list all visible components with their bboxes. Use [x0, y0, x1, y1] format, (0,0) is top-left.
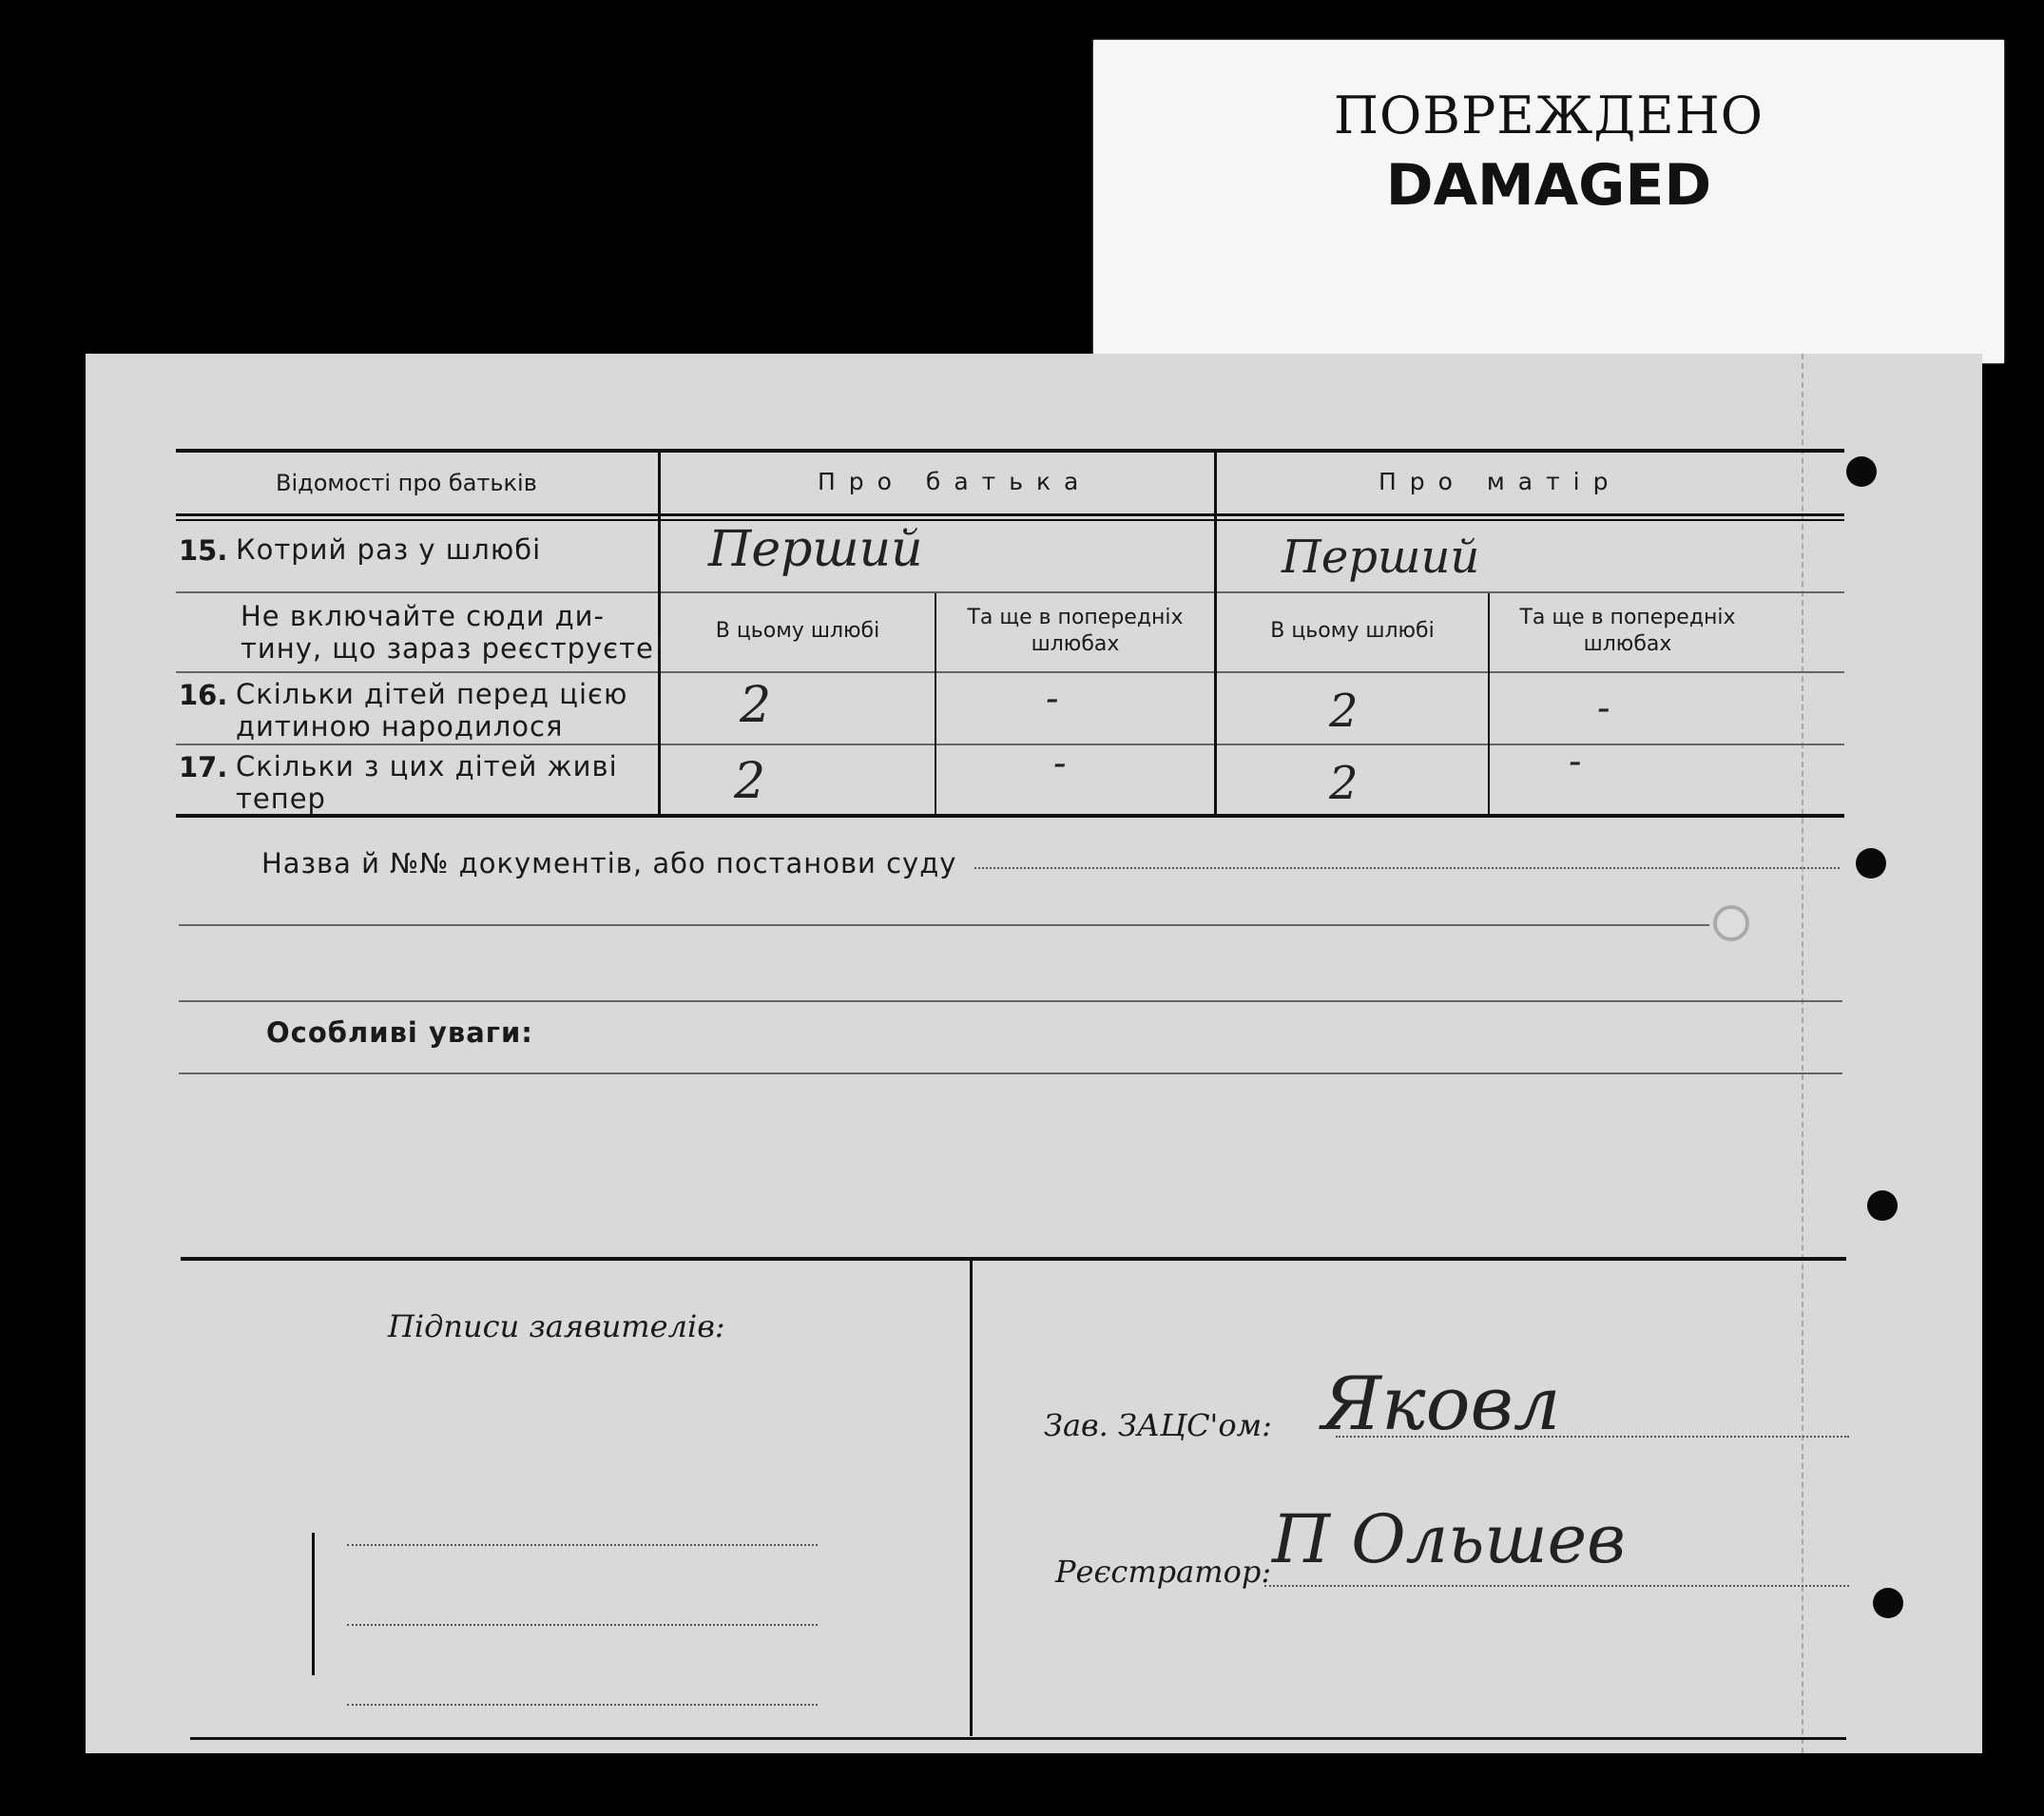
- applicant-signature-line: [347, 1544, 818, 1546]
- sub-mother-this-marriage: В цьому шлюбі: [1270, 619, 1435, 643]
- row16-number: 16.: [179, 679, 228, 711]
- row16-line1: Скільки дітей перед цією: [236, 678, 628, 710]
- row17-mother-prev: -: [1569, 740, 1582, 783]
- registrar-signature-line: [1264, 1585, 1849, 1587]
- table-bottom-rule: [176, 814, 1844, 818]
- sub-father-prev-l1: Та ще в попередніх: [967, 606, 1184, 629]
- binding-hole-icon: [1846, 456, 1877, 487]
- documents-line: [179, 1000, 1842, 1002]
- punch-ring-icon: [1713, 905, 1749, 941]
- row15-label: Котрий раз у шлюбі: [236, 533, 542, 566]
- applicant-signature-line: [347, 1624, 818, 1626]
- head-zags-signature: Яковл: [1321, 1362, 1561, 1447]
- stamp-en-text: DAMAGED: [1385, 152, 1712, 219]
- row15-rule: [176, 591, 1844, 593]
- note-line2: тину, що зараз реєструєте!: [241, 632, 666, 665]
- bottom-rule: [190, 1737, 1846, 1740]
- binding-hole-icon: [1873, 1588, 1903, 1618]
- row16-line2: дитиною народилося: [236, 710, 564, 743]
- row17-line2: тепер: [236, 782, 326, 815]
- sub-father-this-marriage: В цьому шлюбі: [715, 619, 880, 643]
- applicants-bracket: [312, 1533, 315, 1675]
- header-father: Про батька: [818, 468, 1092, 495]
- row15-father-value: Перший: [708, 521, 923, 578]
- signature-section-rule: [181, 1257, 1846, 1261]
- head-signature-line: [1336, 1436, 1849, 1438]
- header-mother: Про матір: [1379, 468, 1622, 495]
- binding-hole-icon: [1856, 848, 1886, 879]
- head-zags-label: Зав. ЗАЦС'ом:: [1044, 1407, 1272, 1443]
- applicants-label: Підписи заявителів:: [388, 1308, 725, 1344]
- remarks-line: [179, 1072, 1842, 1074]
- applicant-signature-line: [347, 1704, 818, 1706]
- table-header-rule: [176, 513, 1844, 516]
- row17-father-prev: -: [1053, 742, 1067, 785]
- documents-label: Назва й №№ документів, або постанови суду: [261, 847, 957, 879]
- sub-mother-prev-l1: Та ще в попередніх: [1519, 606, 1736, 629]
- row16-father-prev: -: [1046, 677, 1059, 721]
- stamp-ru-text: ПОВРЕЖДЕНО: [1333, 86, 1764, 145]
- row15-number: 15.: [179, 534, 228, 567]
- table-header-rule-2: [176, 519, 1844, 521]
- binding-hole-icon: [1867, 1190, 1898, 1221]
- sub-mother-prev-l2: шлюбах: [1583, 632, 1672, 656]
- row16-mother-this: 2: [1329, 685, 1359, 738]
- row17-mother-this: 2: [1329, 757, 1359, 810]
- form-sheet: [86, 354, 1982, 1753]
- row16-rule: [176, 744, 1844, 745]
- row17-father-this: 2: [734, 753, 766, 810]
- sub-father-prev-l2: шлюбах: [1031, 632, 1120, 656]
- table-top-rule: [176, 449, 1844, 453]
- documents-fill-line: [974, 867, 1840, 869]
- perforation-edge: [1802, 354, 1842, 1753]
- documents-line: [179, 924, 1709, 926]
- registrar-label: Реєстратор:: [1055, 1554, 1272, 1590]
- note-line1: Не включайте сюди ди-: [241, 600, 605, 632]
- row16-mother-prev: -: [1597, 686, 1610, 730]
- row15-mother-value: Перший: [1282, 531, 1480, 584]
- registrar-signature: П Ольшев: [1272, 1500, 1626, 1578]
- remarks-label: Особливі уваги:: [266, 1016, 533, 1049]
- signature-divider: [970, 1261, 973, 1736]
- row16-father-this: 2: [740, 677, 772, 734]
- damaged-stamp: [1093, 40, 2004, 363]
- row17-line1: Скільки з цих дітей живі: [236, 750, 618, 782]
- row17-number: 17.: [179, 751, 228, 783]
- note-rule: [176, 671, 1844, 673]
- header-parents-info: Відомості про батьків: [276, 470, 537, 496]
